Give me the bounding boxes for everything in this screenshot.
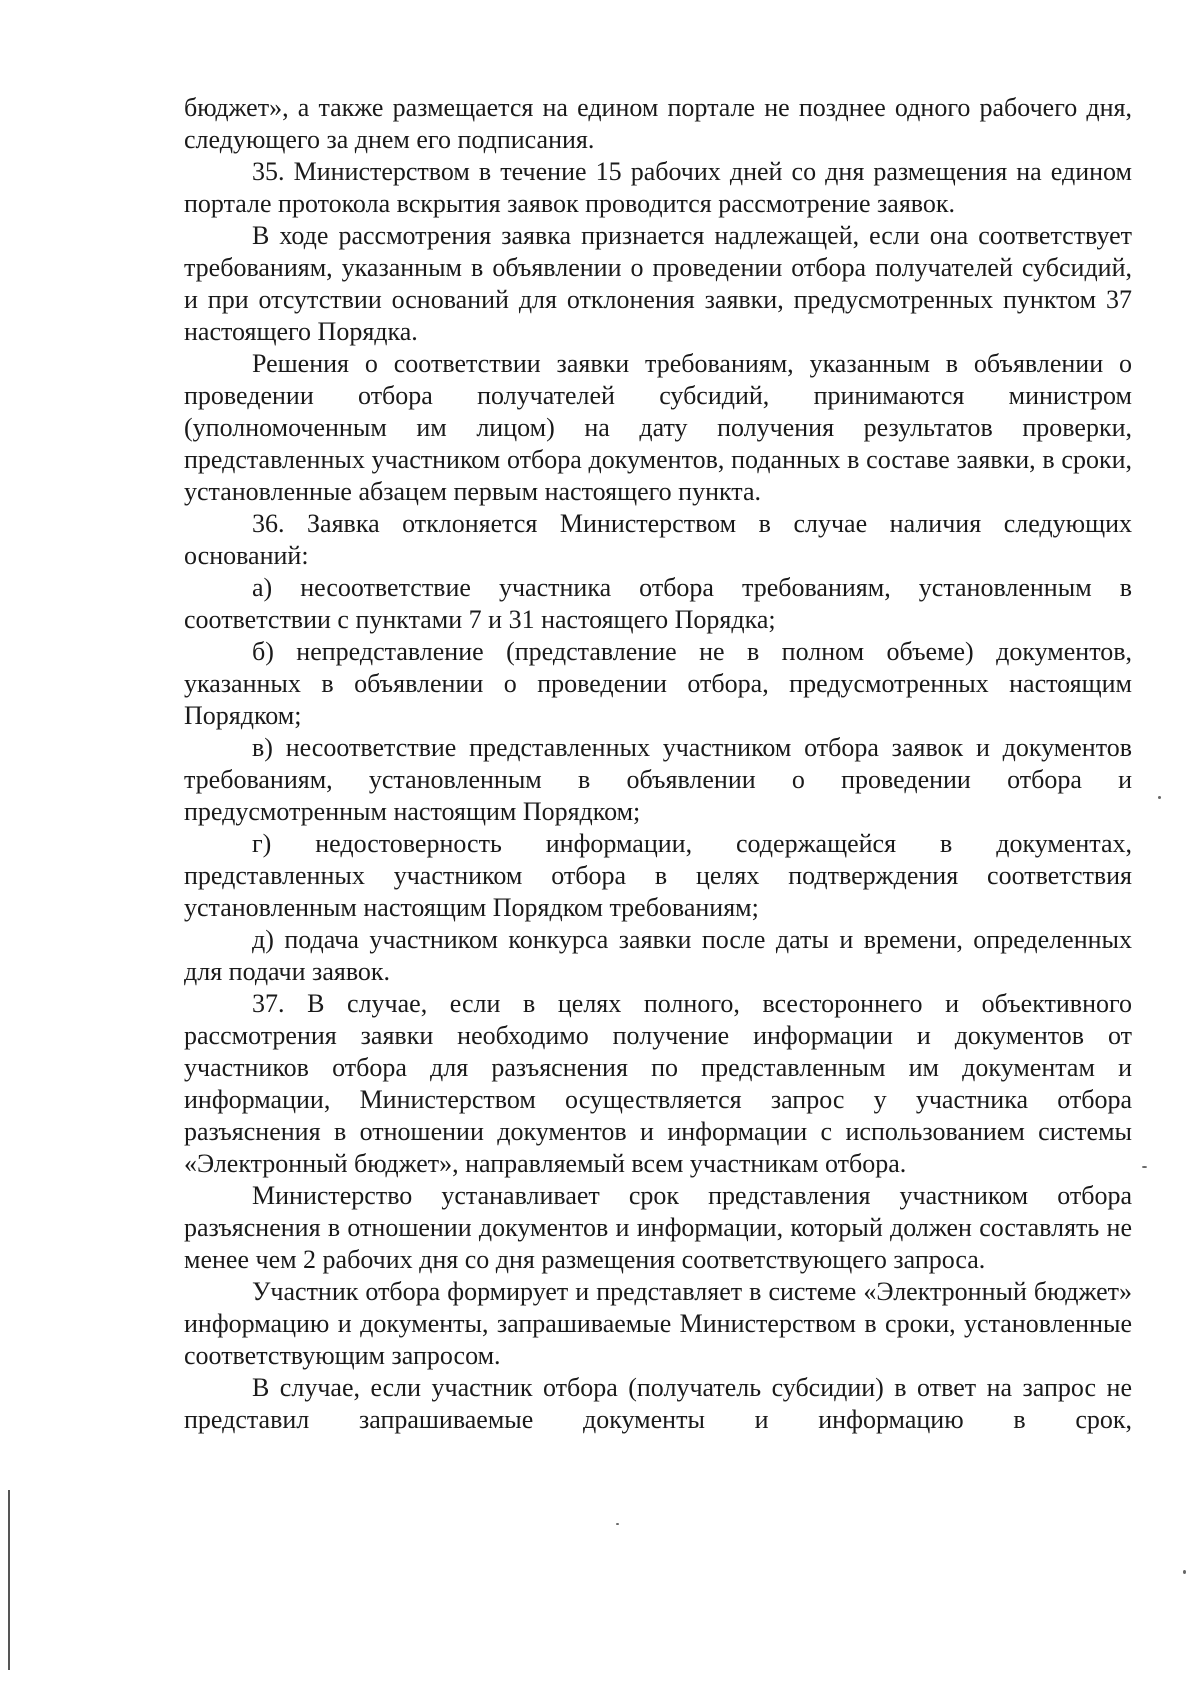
scan-speck (1142, 1166, 1147, 1168)
paragraph-decision: Решения о соответствии заявки требованиям, указанным в объявлении о проведении отбора получателей субсидий, принимаются министром (уполномоченным им лицом) на дату получения результатов проверки, представленных участником отбора документов, поданных в составе заявки, в сроки, установленные абзацем первым настоящего пункта. (184, 349, 1132, 506)
scan-edge-mark (8, 1490, 10, 1670)
paragraph-37: 37. В случае, если в целях полного, всестороннего и объективного рассмотрения заявки необходимо получение информации и документов от участников отбора для разъяснения по представленным им документам и информации, Министерством осуществляется запрос у участника отбора разъяснения в отношении документов и информации с использованием системы «Электронный бюджет», направляемый всем участникам отбора. (184, 989, 1132, 1178)
paragraph-participant: Участник отбора формирует и представляет в системе «Электронный бюджет» информацию и документы, запрашиваемые Министерством в сроки, установленные соответствующим запросом. (184, 1277, 1132, 1370)
paragraph-36: 36. Заявка отклоняется Министерством в случае наличия следующих оснований: (184, 509, 1132, 570)
document-body (184, 92, 1132, 1436)
scan-speck (616, 1523, 619, 1525)
paragraph-36-g: г) недостоверность информации, содержащейся в документах, представленных участником отбора в целях подтверждения соответствия установленным настоящим Порядком требованиям; (184, 829, 1132, 922)
paragraph-deadline: Министерство устанавливает срок представления участником отбора разъяснения в отношении документов и информации, который должен составлять не менее чем 2 рабочих дня со дня размещения соответствующего запроса. (184, 1181, 1132, 1274)
paragraph-review: В ходе рассмотрения заявка признается надлежащей, если она соответствует требованиям, указанным в объявлении о проведении отбора получателей субсидий, и при отсутствии оснований для отклонения заявки, предусмотренных пунктом 37 настоящего Порядка. (184, 221, 1132, 346)
paragraph-36-a: а) несоответствие участника отбора требованиям, установленным в соответствии с пунктами 7 и 31 настоящего Порядка; (184, 573, 1132, 634)
paragraph-continuation: бюджет», а также размещается на едином портале не позднее одного рабочего дня, следующего за днем его подписания. (184, 93, 1132, 154)
paragraph-36-v: в) несоответствие представленных участником отбора заявок и документов требованиям, установленным в объявлении о проведении отбора и предусмотренным настоящим Порядком; (184, 733, 1132, 826)
paragraph-final: В случае, если участник отбора (получатель субсидии) в ответ на запрос не представил запрашиваемые документы и информацию в срок, (184, 1373, 1132, 1434)
scan-speck (1183, 1570, 1186, 1574)
paragraph-36-d: д) подача участником конкурса заявки после даты и времени, определенных для подачи заявок. (184, 925, 1132, 986)
scan-speck (1158, 796, 1161, 799)
paragraph-36-b: б) непредставление (представление не в полном объеме) документов, указанных в объявлении о проведении отбора, предусмотренных настоящим Порядком; (184, 637, 1132, 730)
paragraph-35: 35. Министерством в течение 15 рабочих дней со дня размещения на едином портале протокола вскрытия заявок проводится рассмотрение заявок. (184, 157, 1132, 218)
